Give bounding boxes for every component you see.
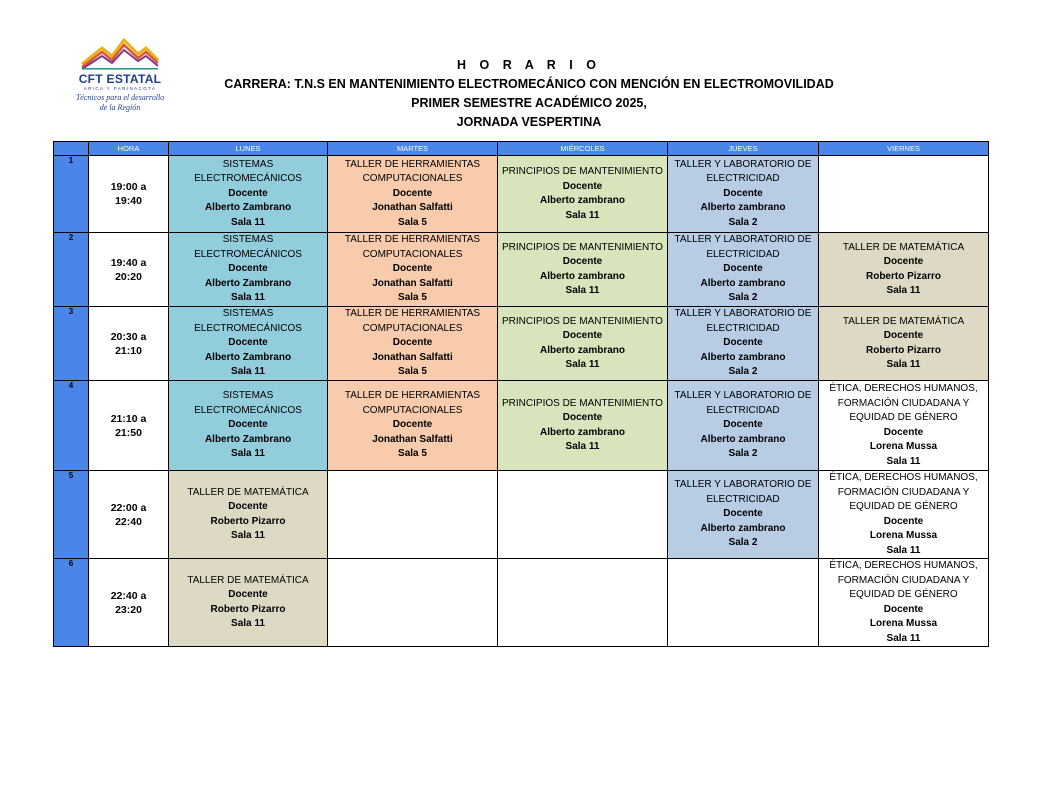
time-end: 23:20 xyxy=(115,603,142,616)
teacher-name: Jonathan Salfatti xyxy=(372,277,453,289)
subject: TALLER Y LABORATORIO DE ELECTRICIDAD xyxy=(674,308,812,334)
row-number: 3 xyxy=(54,307,89,381)
teacher-label: Docente xyxy=(228,187,268,199)
time-start: 20:30 a xyxy=(110,330,147,343)
time-cell xyxy=(89,381,169,471)
class-cell-lunes xyxy=(169,307,328,381)
room: Sala 11 xyxy=(231,448,265,460)
time-start: 22:00 a xyxy=(110,501,147,514)
time-cell xyxy=(89,471,169,559)
class-cell-lunes xyxy=(169,156,328,233)
row-number: 6 xyxy=(54,559,89,647)
room: Sala 11 xyxy=(886,632,921,644)
class-cell-jueves xyxy=(668,307,819,381)
teacher-label: Docente xyxy=(228,501,268,512)
teacher-label: Docente xyxy=(883,330,924,341)
empty-cell-jueves xyxy=(668,559,819,647)
teacher-name: Alberto Zambrano xyxy=(204,202,292,214)
schedule-table xyxy=(53,141,989,647)
teacher-name: Alberto Zambrano xyxy=(204,351,292,363)
subject: ÉTICA, DERECHOS HUMANOS, FORMACIÓN CIUDADANA Y EQUIDAD DE GÉNERO xyxy=(829,383,978,423)
subject: SISTEMAS ELECTROMECÁNICOS xyxy=(194,234,302,260)
subject: TALLER Y LABORATORIO DE ELECTRICIDAD xyxy=(674,390,812,416)
empty-cell-martes xyxy=(328,559,498,647)
teacher-name: Alberto zambrano xyxy=(539,426,625,438)
room: Sala 11 xyxy=(565,359,600,370)
teacher-label: Docente xyxy=(883,603,924,615)
time-cell xyxy=(89,156,169,233)
table-row xyxy=(54,381,989,471)
teacher-name: Alberto Zambrano xyxy=(204,277,292,289)
teacher-name: Alberto zambrano xyxy=(539,195,625,206)
class-cell-miercoles xyxy=(498,156,668,233)
teacher-label: Docente xyxy=(392,337,433,349)
time-end: 19:40 xyxy=(115,195,142,207)
teacher-name: Roberto Pizarro xyxy=(865,344,941,356)
time-start: 22:40 a xyxy=(110,589,147,602)
class-cell-jueves xyxy=(668,156,819,233)
room: Sala 11 xyxy=(565,209,600,221)
class-cell-miercoles xyxy=(498,233,668,307)
row-number: 4 xyxy=(54,381,89,471)
class-cell-viernes xyxy=(819,559,989,647)
subject: PRINCIPIOS DE MANTENIMIENTO xyxy=(502,315,663,327)
time-cell xyxy=(89,307,169,381)
subject: TALLER DE HERRAMIENTAS COMPUTACIONALES xyxy=(344,234,481,260)
room: Sala 11 xyxy=(565,285,600,296)
teacher-label: Docente xyxy=(723,508,763,520)
teacher-name: Alberto zambrano xyxy=(700,522,786,534)
title-jornada: JORNADA VESPERTINA xyxy=(456,115,602,129)
time-end: 22:40 xyxy=(115,515,142,528)
teacher-name: Lorena Mussa xyxy=(869,530,938,541)
subject: ÉTICA, DERECHOS HUMANOS, FORMACIÓN CIUDADANA Y EQUIDAD DE GÉNERO xyxy=(829,560,978,600)
table-row xyxy=(54,156,989,233)
teacher-label: Docente xyxy=(562,330,603,341)
room: Sala 11 xyxy=(231,216,265,228)
title-semestre: PRIMER SEMESTRE ACADÉMICO 2025, xyxy=(411,96,647,110)
class-cell-jueves xyxy=(668,471,819,559)
time-end: 21:50 xyxy=(115,426,142,439)
class-cell-lunes xyxy=(169,381,328,471)
column-header-martes: MARTES xyxy=(328,142,498,156)
room: Sala 11 xyxy=(231,618,265,629)
room: Sala 2 xyxy=(728,448,758,460)
class-cell-jueves xyxy=(668,381,819,471)
teacher-name: Jonathan Salfatti xyxy=(372,202,453,214)
room: Sala 11 xyxy=(886,455,921,467)
empty-cell-viernes xyxy=(819,156,989,233)
room: Sala 5 xyxy=(398,448,427,460)
teacher-label: Docente xyxy=(228,589,268,600)
teacher-name: Alberto zambrano xyxy=(539,344,625,356)
subject: TALLER DE MATEMÁTICA xyxy=(842,315,965,327)
column-header-index xyxy=(54,142,89,156)
class-cell-viernes xyxy=(819,233,989,307)
teacher-label: Docente xyxy=(562,412,603,423)
class-cell-viernes xyxy=(819,307,989,381)
class-cell-viernes xyxy=(819,471,989,559)
row-number: 5 xyxy=(54,471,89,559)
teacher-label: Docente xyxy=(883,515,924,527)
table-row xyxy=(54,307,989,381)
logo-subtitle: ARICA Y PARINACOTA xyxy=(83,86,157,91)
room: Sala 11 xyxy=(565,441,600,452)
room: Sala 2 xyxy=(728,292,758,304)
class-cell-jueves xyxy=(668,233,819,307)
class-cell-lunes xyxy=(169,471,328,559)
teacher-name: Jonathan Salfatti xyxy=(372,351,453,363)
teacher-name: Alberto zambrano xyxy=(700,277,786,289)
time-start: 19:00 a xyxy=(110,181,147,193)
teacher-label: Docente xyxy=(723,337,763,349)
teacher-label: Docente xyxy=(228,419,268,431)
column-header-miercoles: MIÉRCOLES xyxy=(498,142,668,156)
teacher-label: Docente xyxy=(228,337,268,349)
subject: TALLER DE HERRAMIENTAS COMPUTACIONALES xyxy=(344,308,481,334)
teacher-name: Roberto Pizarro xyxy=(210,515,286,527)
teacher-name: Jonathan Salfatti xyxy=(372,433,453,445)
room: Sala 11 xyxy=(886,359,921,370)
teacher-label: Docente xyxy=(723,187,763,199)
class-cell-viernes xyxy=(819,381,989,471)
teacher-name: Roberto Pizarro xyxy=(210,603,286,615)
subject: PRINCIPIOS DE MANTENIMIENTO xyxy=(502,166,663,177)
subject: PRINCIPIOS DE MANTENIMIENTO xyxy=(502,241,663,253)
class-cell-miercoles xyxy=(498,307,668,381)
subject: SISTEMAS ELECTROMECÁNICOS xyxy=(194,390,302,416)
time-end: 20:20 xyxy=(115,270,142,283)
time-start: 19:40 a xyxy=(110,256,147,269)
empty-cell-miercoles xyxy=(498,559,668,647)
subject: TALLER Y LABORATORIO DE ELECTRICIDAD xyxy=(674,234,812,260)
teacher-name: Lorena Mussa xyxy=(869,441,938,452)
room: Sala 5 xyxy=(398,292,427,304)
room: Sala 2 xyxy=(728,366,758,378)
teacher-label: Docente xyxy=(392,419,433,431)
row-number: 2 xyxy=(54,233,89,307)
subject: TALLER DE HERRAMIENTAS COMPUTACIONALES xyxy=(344,390,481,416)
room: Sala 2 xyxy=(728,216,758,228)
title-horario: H O R A R I O xyxy=(457,58,601,72)
teacher-label: Docente xyxy=(228,263,268,275)
header-row xyxy=(54,142,989,156)
teacher-name: Alberto zambrano xyxy=(700,351,786,363)
class-cell-martes xyxy=(328,381,498,471)
room: Sala 11 xyxy=(231,292,265,304)
empty-cell-martes xyxy=(328,471,498,559)
row-number: 1 xyxy=(54,156,89,233)
class-cell-miercoles xyxy=(498,381,668,471)
table-row xyxy=(54,471,989,559)
teacher-name: Alberto zambrano xyxy=(700,202,786,214)
room: Sala 11 xyxy=(231,366,265,378)
subject: TALLER DE MATEMÁTICA xyxy=(187,574,309,586)
teacher-label: Docente xyxy=(723,263,763,275)
column-header-lunes: LUNES xyxy=(169,142,328,156)
table-row xyxy=(54,559,989,647)
document-header xyxy=(53,56,1005,132)
title-carrera: CARRERA: T.N.S EN MANTENIMIENTO ELECTROMECÁNICO CON MENCIÓN EN ELECTROMOVILIDAD xyxy=(224,77,834,91)
column-header-jueves: JUEVES xyxy=(668,142,819,156)
teacher-label: Docente xyxy=(723,419,763,431)
teacher-name: Roberto Pizarro xyxy=(865,270,941,282)
teacher-label: Docente xyxy=(392,263,433,275)
teacher-label: Docente xyxy=(883,426,924,438)
teacher-name: Alberto zambrano xyxy=(539,270,625,282)
teacher-name: Lorena Mussa xyxy=(869,618,938,629)
room: Sala 11 xyxy=(886,285,921,296)
subject: TALLER DE HERRAMIENTAS COMPUTACIONALES xyxy=(344,158,481,185)
subject: TALLER Y LABORATORIO DE ELECTRICIDAD xyxy=(674,158,812,185)
room: Sala 5 xyxy=(398,366,427,378)
subject: TALLER DE MATEMÁTICA xyxy=(187,486,309,498)
logo-tagline-line-2: de la Región xyxy=(99,103,141,112)
logo-name: CFT ESTATAL xyxy=(78,72,162,86)
table-row xyxy=(54,233,989,307)
teacher-label: Docente xyxy=(562,180,603,192)
class-cell-martes xyxy=(328,233,498,307)
column-header-hora: HORA xyxy=(89,142,169,156)
subject: PRINCIPIOS DE MANTENIMIENTO xyxy=(502,397,663,409)
room: Sala 11 xyxy=(886,544,921,556)
class-cell-lunes xyxy=(169,559,328,647)
time-cell xyxy=(89,233,169,307)
room: Sala 5 xyxy=(398,216,427,228)
room: Sala 11 xyxy=(231,530,265,541)
class-cell-martes xyxy=(328,156,498,233)
subject: SISTEMAS ELECTROMECÁNICOS xyxy=(194,308,302,334)
empty-cell-miercoles xyxy=(498,471,668,559)
column-header-viernes: VIERNES xyxy=(819,142,989,156)
time-cell xyxy=(89,559,169,647)
teacher-label: Docente xyxy=(562,256,603,267)
subject: SISTEMAS ELECTROMECÁNICOS xyxy=(194,158,302,185)
logo-tagline-line-1: Técnicos para el desarrollo xyxy=(75,93,165,102)
teacher-name: Alberto Zambrano xyxy=(204,433,292,445)
time-start: 21:10 a xyxy=(110,412,147,425)
teacher-label: Docente xyxy=(392,187,433,199)
class-cell-lunes xyxy=(169,233,328,307)
time-end: 21:10 xyxy=(115,344,142,357)
subject: TALLER Y LABORATORIO DE ELECTRICIDAD xyxy=(674,479,812,505)
subject: TALLER DE MATEMÁTICA xyxy=(842,241,965,253)
subject: ÉTICA, DERECHOS HUMANOS, FORMACIÓN CIUDADANA Y EQUIDAD DE GÉNERO xyxy=(829,472,978,512)
room: Sala 2 xyxy=(728,537,758,549)
teacher-name: Alberto zambrano xyxy=(700,433,786,445)
teacher-label: Docente xyxy=(883,256,924,267)
class-cell-martes xyxy=(328,307,498,381)
